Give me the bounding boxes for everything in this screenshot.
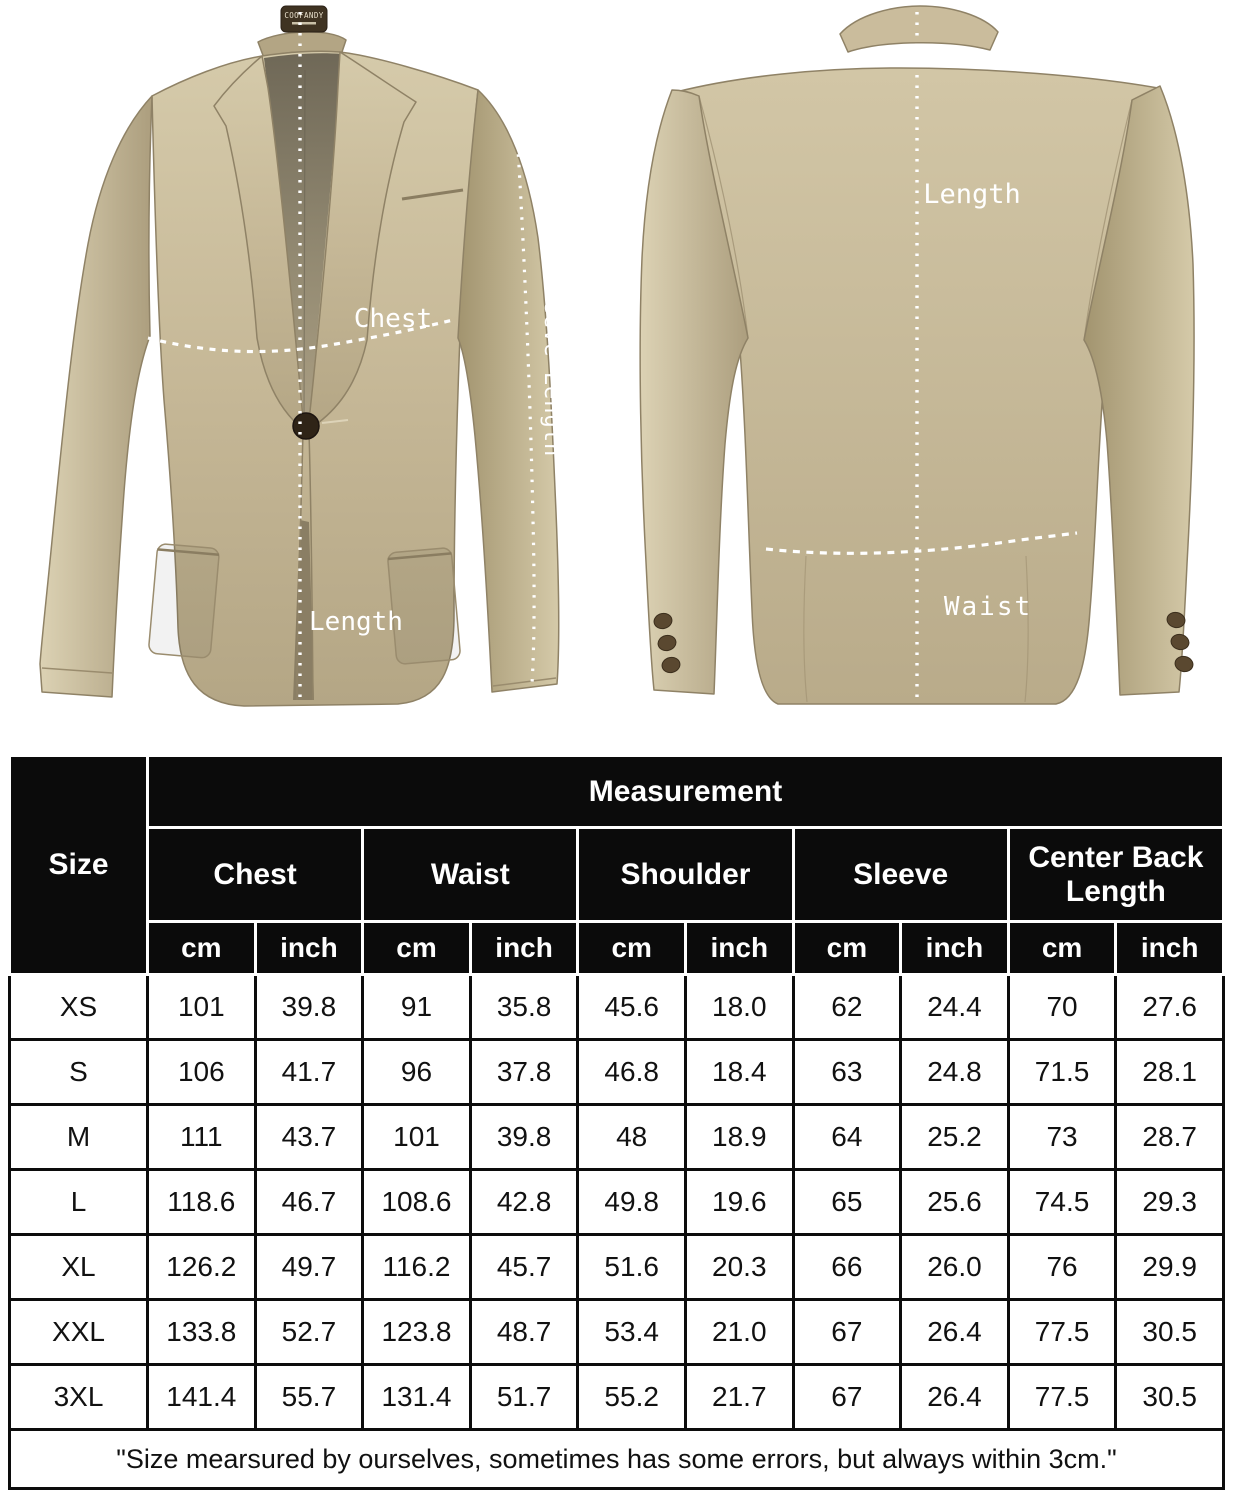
back-length-label: Length (923, 179, 1021, 210)
value-cell: 48.7 (470, 1300, 578, 1365)
value-cell: 77.5 (1008, 1365, 1116, 1430)
value-cell: 25.6 (901, 1170, 1009, 1235)
value-cell: 70 (1008, 975, 1116, 1040)
front-sleeve-left (40, 96, 152, 697)
footnote-row (10, 1430, 1224, 1489)
value-cell: 71.5 (1008, 1040, 1116, 1105)
front-sleeve-length-label: Sleeve Length (539, 272, 564, 458)
table-row-s (10, 1040, 1224, 1105)
value-cell: 41.7 (255, 1040, 363, 1105)
value-cell: 18.4 (685, 1040, 793, 1105)
value-cell: 30.5 (1116, 1300, 1224, 1365)
col-header-shoulder: Shoulder (578, 828, 793, 922)
value-cell: 91 (363, 975, 471, 1040)
value-cell: 25.2 (901, 1105, 1009, 1170)
value-cell: 46.8 (578, 1040, 686, 1105)
value-cell: 64 (793, 1105, 901, 1170)
value-cell: 28.7 (1116, 1105, 1224, 1170)
value-cell: 48 (578, 1105, 686, 1170)
value-cell: 18.0 (685, 975, 793, 1040)
value-cell: 49.7 (255, 1235, 363, 1300)
col-header-sleeve: Sleeve (793, 828, 1008, 922)
value-cell: 141.4 (148, 1365, 256, 1430)
table-row-3xl (10, 1365, 1224, 1430)
value-cell: 21.7 (685, 1365, 793, 1430)
value-cell: 108.6 (363, 1170, 471, 1235)
value-cell: 133.8 (148, 1300, 256, 1365)
table-row-xxl (10, 1300, 1224, 1365)
value-cell: 67 (793, 1365, 901, 1430)
size-cell: S (10, 1040, 148, 1105)
value-cell: 73 (1008, 1105, 1116, 1170)
value-cell: 51.7 (470, 1365, 578, 1430)
back-body (676, 68, 1158, 704)
size-table (8, 754, 1225, 1490)
unit-header: cm (793, 922, 901, 975)
table-row-xl (10, 1235, 1224, 1300)
value-cell: 24.8 (901, 1040, 1009, 1105)
col-header-waist: Waist (363, 828, 578, 922)
size-table-section (0, 752, 1233, 1490)
value-cell: 18.9 (685, 1105, 793, 1170)
value-cell: 45.6 (578, 975, 686, 1040)
value-cell: 123.8 (363, 1300, 471, 1365)
value-cell: 53.4 (578, 1300, 686, 1365)
value-cell: 77.5 (1008, 1300, 1116, 1365)
value-cell: 39.8 (470, 1105, 578, 1170)
value-cell: 49.8 (578, 1170, 686, 1235)
value-cell: 35.8 (470, 975, 578, 1040)
value-cell: 62 (793, 975, 901, 1040)
jacket-front-view (40, 6, 564, 706)
size-disclaimer: "Size mearsured by ourselves, sometimes has some errors, but always within 3cm." (10, 1430, 1224, 1489)
value-cell: 76 (1008, 1235, 1116, 1300)
value-cell: 131.4 (363, 1365, 471, 1430)
patch-pocket-left (148, 543, 219, 658)
front-length-label: Length (309, 607, 403, 637)
brand-tag-label: COOFANDY (284, 11, 324, 20)
value-cell: 30.5 (1116, 1365, 1224, 1430)
unit-header: cm (148, 922, 256, 975)
value-cell: 26.0 (901, 1235, 1009, 1300)
front-button (293, 413, 319, 439)
value-cell: 106 (148, 1040, 256, 1105)
unit-header: inch (685, 922, 793, 975)
size-cell: XS (10, 975, 148, 1040)
value-cell: 96 (363, 1040, 471, 1105)
measurement-header: Measurement (148, 756, 1224, 828)
value-cell: 46.7 (255, 1170, 363, 1235)
value-cell: 51.6 (578, 1235, 686, 1300)
value-cell: 126.2 (148, 1235, 256, 1300)
value-cell: 65 (793, 1170, 901, 1235)
size-cell: M (10, 1105, 148, 1170)
value-cell: 101 (148, 975, 256, 1040)
value-cell: 55.2 (578, 1365, 686, 1430)
value-cell: 24.4 (901, 975, 1009, 1040)
front-chest-label: Chest (353, 304, 433, 334)
size-cell: XXL (10, 1300, 148, 1365)
col-header-chest: Chest (148, 828, 363, 922)
back-waist-label: Waist (943, 592, 1033, 622)
value-cell: 52.7 (255, 1300, 363, 1365)
value-cell: 27.6 (1116, 975, 1224, 1040)
value-cell: 39.8 (255, 975, 363, 1040)
col-header-center-back-length: Center Back Length (1008, 828, 1223, 922)
unit-header: inch (901, 922, 1009, 975)
value-cell: 116.2 (363, 1235, 471, 1300)
value-cell: 63 (793, 1040, 901, 1105)
table-row-l (10, 1170, 1224, 1235)
back-collar (840, 6, 998, 52)
value-cell: 28.1 (1116, 1040, 1224, 1105)
size-cell: L (10, 1170, 148, 1235)
jacket-back-view (640, 6, 1194, 708)
value-cell: 74.5 (1008, 1170, 1116, 1235)
value-cell: 43.7 (255, 1105, 363, 1170)
value-cell: 20.3 (685, 1235, 793, 1300)
size-cell: XL (10, 1235, 148, 1300)
unit-header: cm (578, 922, 686, 975)
value-cell: 66 (793, 1235, 901, 1300)
value-cell: 29.9 (1116, 1235, 1224, 1300)
tag-small-text-line (292, 22, 316, 25)
unit-header: cm (363, 922, 471, 975)
value-cell: 21.0 (685, 1300, 793, 1365)
unit-header: inch (470, 922, 578, 975)
value-cell: 45.7 (470, 1235, 578, 1300)
value-cell: 42.8 (470, 1170, 578, 1235)
brand-tag (281, 6, 327, 32)
value-cell: 111 (148, 1105, 256, 1170)
size-cell: 3XL (10, 1365, 148, 1430)
value-cell: 29.3 (1116, 1170, 1224, 1235)
unit-header: inch (255, 922, 363, 975)
value-cell: 19.6 (685, 1170, 793, 1235)
size-column-header: Size (10, 756, 148, 975)
value-cell: 55.7 (255, 1365, 363, 1430)
patch-pocket-right (387, 547, 461, 664)
value-cell: 101 (363, 1105, 471, 1170)
value-cell: 118.6 (148, 1170, 256, 1235)
value-cell: 37.8 (470, 1040, 578, 1105)
table-row-m (10, 1105, 1224, 1170)
unit-header: cm (1008, 922, 1116, 975)
value-cell: 26.4 (901, 1300, 1009, 1365)
value-cell: 67 (793, 1300, 901, 1365)
value-cell: 26.4 (901, 1365, 1009, 1430)
unit-header: inch (1116, 922, 1224, 975)
table-row-xs (10, 975, 1224, 1040)
